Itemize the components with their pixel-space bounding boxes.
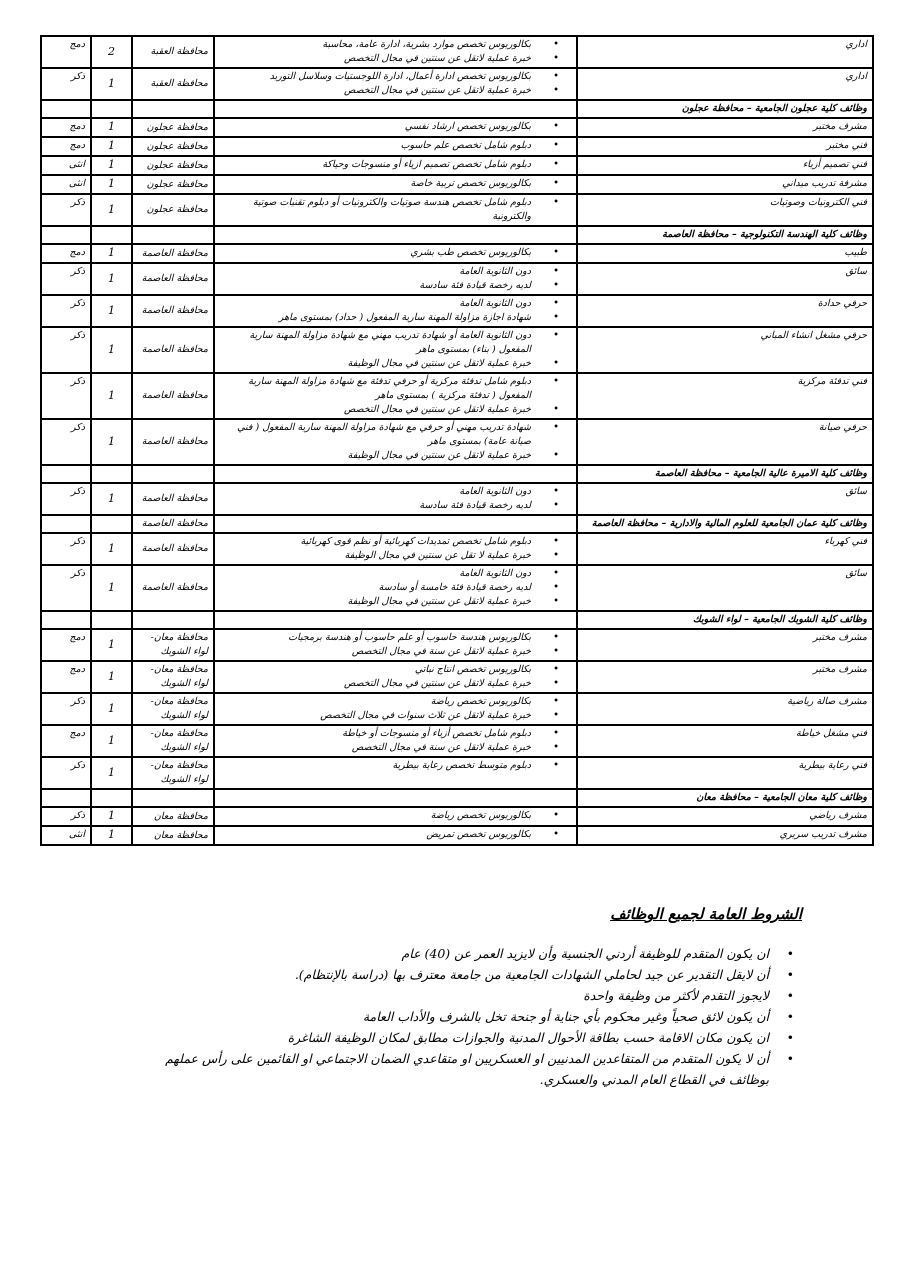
qualifications-list bbox=[220, 567, 571, 609]
general-conditions-heading: الشروط العامة لجميع الوظائف bbox=[610, 905, 802, 923]
section-title: وظائف كلية عجلون الجامعية – محافظة عجلون bbox=[577, 100, 873, 118]
gender-cell: ذكر bbox=[41, 373, 91, 419]
qualifications-list bbox=[220, 421, 571, 463]
qualifications-cell bbox=[214, 419, 577, 465]
count-cell bbox=[91, 100, 132, 118]
qualifications-cell bbox=[214, 725, 577, 757]
qualification-item: • بكالوريوس تخصص تمريض bbox=[220, 828, 571, 842]
vacancy-count: 1 bbox=[108, 271, 115, 285]
qualifications-cell bbox=[214, 68, 577, 100]
count-cell bbox=[91, 68, 132, 100]
gender-cell: ذكر bbox=[41, 807, 91, 826]
job-row bbox=[41, 757, 873, 789]
job-title: مشرف مختبر bbox=[577, 629, 873, 661]
location-cell: محافظة عجلون bbox=[132, 118, 214, 137]
condition-item: • لايجوز التقدم لأكثر من وظيفة واحدة bbox=[140, 985, 802, 1006]
qualifications-cell bbox=[214, 118, 577, 137]
qualifications-cell bbox=[214, 693, 577, 725]
qualification-item: • دون الثانوية العامة bbox=[220, 297, 571, 311]
vacancy-count: 1 bbox=[108, 177, 115, 190]
gender-cell bbox=[41, 611, 91, 629]
qualification-item: • لديه رخصة قيادة فئة سادسة bbox=[220, 279, 571, 293]
qualifications-cell bbox=[214, 100, 577, 118]
job-title: سائق bbox=[577, 565, 873, 611]
section-header-row bbox=[41, 465, 873, 483]
count-cell bbox=[91, 156, 132, 175]
qualification-item: • لديه رخصة قيادة فئة خامسة أو سادسة bbox=[220, 581, 571, 595]
gender-cell: دمج bbox=[41, 118, 91, 137]
section-header-row bbox=[41, 226, 873, 244]
vacancy-count: 1 bbox=[108, 809, 115, 822]
section-header-row bbox=[41, 100, 873, 118]
vacancy-count: 1 bbox=[108, 765, 115, 779]
qualifications-cell bbox=[214, 194, 577, 226]
qualifications-cell bbox=[214, 327, 577, 373]
vacancy-count: 1 bbox=[108, 202, 115, 216]
qualification-item: • خبرة عملية لاتقل عن ثلاث سنوات في مجال التخصص bbox=[220, 709, 571, 723]
qualifications-cell bbox=[214, 263, 577, 295]
qualification-item: • خبرة عملية لاتقل عن سنتين في مجال التخصص bbox=[220, 52, 571, 66]
job-title: سائق bbox=[577, 263, 873, 295]
qualification-item: • بكالوريوس تخصص رياضة bbox=[220, 809, 571, 823]
section-title: وظائف كلية الهندسة التكنولوجية – محافظة العاصمة bbox=[577, 226, 873, 244]
qualification-item: • لديه رخصة قيادة فئة سادسة bbox=[220, 499, 571, 513]
location-cell: محافظة العاصمة bbox=[132, 533, 214, 565]
count-cell bbox=[91, 465, 132, 483]
qualification-item: • بكالوريوس تخصص ارشاد نفسي bbox=[220, 120, 571, 134]
count-cell bbox=[91, 611, 132, 629]
job-title: مشرف تدريب سريري bbox=[577, 826, 873, 845]
jobs-table bbox=[40, 35, 874, 846]
job-row bbox=[41, 263, 873, 295]
job-row bbox=[41, 725, 873, 757]
qualification-item: • خبرة عملية لا تقل عن سنتين في مجال الوظيفة bbox=[220, 549, 571, 563]
gender-cell: انثى bbox=[41, 175, 91, 194]
qualifications-cell bbox=[214, 226, 577, 244]
location-cell: محافظة معان- لواء الشوبك bbox=[132, 629, 214, 661]
qualifications-list bbox=[220, 38, 571, 66]
location-cell: محافظة العاصمة bbox=[132, 419, 214, 465]
qualifications-cell bbox=[214, 533, 577, 565]
gender-cell: دمج bbox=[41, 244, 91, 263]
count-cell bbox=[91, 244, 132, 263]
count-cell bbox=[91, 194, 132, 226]
qualification-item: • بكالوريوس تخصص طب بشري bbox=[220, 246, 571, 260]
qualification-item: • شهادة تدريب مهني أو حرفي مع شهادة مزاولة المهنة سارية المفعول ( فني صيانة عامة) بمستوى ماهر bbox=[220, 421, 571, 449]
qualifications-list bbox=[220, 246, 571, 260]
location-cell: محافظة معان- لواء الشوبك bbox=[132, 661, 214, 693]
qualifications-cell bbox=[214, 137, 577, 156]
location-cell: محافظة معان- لواء الشوبك bbox=[132, 693, 214, 725]
qualification-item: • دبلوم شامل تخصص تمديدات كهربائية أو نظم قوى كهربائية bbox=[220, 535, 571, 549]
location-cell: محافظة معان bbox=[132, 826, 214, 845]
location-cell: محافظة عجلون bbox=[132, 175, 214, 194]
section-title: وظائف كلية معان الجامعية – محافظة معان bbox=[577, 789, 873, 807]
count-cell bbox=[91, 36, 132, 68]
job-row bbox=[41, 661, 873, 693]
vacancy-count: 1 bbox=[108, 342, 115, 356]
job-row bbox=[41, 419, 873, 465]
jobs-table-body bbox=[41, 36, 873, 845]
job-title: مشرفة تدريب ميداني bbox=[577, 175, 873, 194]
count-cell bbox=[91, 175, 132, 194]
gender-cell: ذكر bbox=[41, 533, 91, 565]
location-cell: محافظة العاصمة bbox=[132, 327, 214, 373]
location-cell bbox=[132, 611, 214, 629]
qualification-item: • دون الثانوية العامة bbox=[220, 567, 571, 581]
count-cell bbox=[91, 226, 132, 244]
job-title: طبيب bbox=[577, 244, 873, 263]
qualifications-list bbox=[220, 139, 571, 153]
count-cell bbox=[91, 263, 132, 295]
job-title: فني تدفئة مركزية bbox=[577, 373, 873, 419]
vacancy-count: 1 bbox=[108, 246, 115, 259]
condition-item: • أن لا يكون المتقدم من المتقاعدين المدنيين او العسكريين او متقاعدي الضمان الاجتماعي او القائمين على رأس عملهم بوظائف في القطاع العام المدني والعسكري. bbox=[140, 1048, 802, 1090]
gender-cell: ذكر bbox=[41, 483, 91, 515]
gender-cell: ذكر bbox=[41, 295, 91, 327]
vacancy-count: 1 bbox=[108, 580, 115, 594]
count-cell bbox=[91, 118, 132, 137]
job-title: فني رعاية بيطرية bbox=[577, 757, 873, 789]
gender-cell: ذكر bbox=[41, 263, 91, 295]
gender-cell: ذكر bbox=[41, 693, 91, 725]
qualifications-cell bbox=[214, 629, 577, 661]
job-title: حرفي مشغل انشاء المباني bbox=[577, 327, 873, 373]
location-cell: محافظة عجلون bbox=[132, 137, 214, 156]
count-cell bbox=[91, 629, 132, 661]
job-title: حرفي حدادة bbox=[577, 295, 873, 327]
qualifications-cell bbox=[214, 244, 577, 263]
qualification-item: • شهادة اجازة مزاولة المهنة سارية المفعول ( حداد) بمستوى ماهر bbox=[220, 311, 571, 325]
condition-item: • ان يكون مكان الاقامة حسب بطاقة الأحوال المدنية والجوازات مطابق لمكان الوظيفة الشاغرة bbox=[140, 1027, 802, 1048]
qualification-item: • بكالوريوس تخصص رياضة bbox=[220, 695, 571, 709]
job-row bbox=[41, 118, 873, 137]
location-cell: محافظة العاصمة bbox=[132, 295, 214, 327]
qualifications-cell bbox=[214, 295, 577, 327]
vacancy-count: 1 bbox=[108, 637, 115, 651]
qualifications-list bbox=[220, 120, 571, 134]
gender-cell: دمج bbox=[41, 725, 91, 757]
condition-item: • ان يكون المتقدم للوظيفة أردني الجنسية وأن لايزيد العمر عن (40) عام bbox=[140, 943, 802, 964]
vacancy-count: 1 bbox=[108, 120, 115, 133]
job-title: مشرف مختبر bbox=[577, 661, 873, 693]
location-cell bbox=[132, 226, 214, 244]
qualifications-list bbox=[220, 809, 571, 823]
location-cell bbox=[132, 465, 214, 483]
job-row bbox=[41, 295, 873, 327]
vacancy-count: 1 bbox=[108, 491, 115, 505]
qualifications-list bbox=[220, 535, 571, 563]
qualifications-list bbox=[220, 631, 571, 659]
qualifications-list bbox=[220, 329, 571, 371]
location-cell bbox=[132, 100, 214, 118]
job-row bbox=[41, 194, 873, 226]
gender-cell: دمج bbox=[41, 629, 91, 661]
job-title: فني الكترونيات وصوتيات bbox=[577, 194, 873, 226]
job-row bbox=[41, 244, 873, 263]
gender-cell: ذكر bbox=[41, 68, 91, 100]
qualifications-list bbox=[220, 759, 571, 773]
section-title: وظائف كلية عمان الجامعية للعلوم المالية والادارية – محافظة العاصمة bbox=[577, 515, 873, 533]
count-cell bbox=[91, 533, 132, 565]
gender-cell bbox=[41, 100, 91, 118]
qualification-item: • خبرة عملية لاتقل عن سنتين في مجال الوظيفة bbox=[220, 449, 571, 463]
vacancy-count: 1 bbox=[108, 303, 115, 317]
section-header-row bbox=[41, 789, 873, 807]
location-cell: محافظة العقبة bbox=[132, 36, 214, 68]
qualifications-cell bbox=[214, 36, 577, 68]
count-cell bbox=[91, 693, 132, 725]
gender-cell: ذكر bbox=[41, 327, 91, 373]
gender-cell bbox=[41, 789, 91, 807]
qualifications-cell bbox=[214, 515, 577, 533]
job-title: فني تصميم أزياء bbox=[577, 156, 873, 175]
qualifications-list bbox=[220, 727, 571, 755]
qualifications-cell bbox=[214, 757, 577, 789]
gender-cell: دمج bbox=[41, 661, 91, 693]
gender-cell: دمج bbox=[41, 36, 91, 68]
qualifications-list bbox=[220, 297, 571, 325]
job-title: فني كهرباء bbox=[577, 533, 873, 565]
gender-cell: ذكر bbox=[41, 565, 91, 611]
section-title: وظائف كلية الاميرة عالية الجامعية – محافظة العاصمة bbox=[577, 465, 873, 483]
gender-cell: ذكر bbox=[41, 194, 91, 226]
job-row bbox=[41, 327, 873, 373]
vacancy-count: 1 bbox=[108, 701, 115, 715]
location-cell: محافظة العاصمة bbox=[132, 244, 214, 263]
qualification-item: • خبرة عملية لاتقل عن سنتين في مجال الوظيفة bbox=[220, 357, 571, 371]
location-cell: محافظة العاصمة bbox=[132, 565, 214, 611]
qualifications-cell bbox=[214, 789, 577, 807]
job-row bbox=[41, 36, 873, 68]
gender-cell bbox=[41, 515, 91, 533]
job-row bbox=[41, 533, 873, 565]
qualification-item: • بكالوريوس تخصص انتاج نباتي bbox=[220, 663, 571, 677]
count-cell bbox=[91, 807, 132, 826]
condition-item: • أن يكون لائق صحياً وغير محكوم بأي جناية أو جنحة تخل بالشرف والأداب العامة bbox=[140, 1006, 802, 1027]
vacancy-count: 1 bbox=[108, 388, 115, 402]
job-title: سائق bbox=[577, 483, 873, 515]
location-cell: محافظة معان bbox=[132, 807, 214, 826]
count-cell bbox=[91, 373, 132, 419]
qualifications-cell bbox=[214, 156, 577, 175]
location-cell: محافظة العاصمة bbox=[132, 515, 214, 533]
job-row bbox=[41, 68, 873, 100]
qualification-item: • دون الثانوية العامة bbox=[220, 265, 571, 279]
qualifications-list bbox=[220, 196, 571, 224]
vacancy-count: 1 bbox=[108, 828, 115, 841]
qualifications-cell bbox=[214, 826, 577, 845]
qualification-item: • دون الثانوية العامة أو شهادة تدريب مهني مع شهادة مزاولة المهنة سارية المفعول ( بناء) بمستوى ماهر bbox=[220, 329, 571, 357]
count-cell bbox=[91, 515, 132, 533]
qualification-item: • دبلوم شامل تخصص تصميم ازياء أو منسوجات وحياكة bbox=[220, 158, 571, 172]
qualifications-list bbox=[220, 375, 571, 417]
qualification-item: • دبلوم شامل تدفئة مركزية أو حرفي تدفئة مع شهادة مزاولة المهنة سارية المفعول ( تدفئة مركزية ) بمستوى ماهر bbox=[220, 375, 571, 403]
job-row bbox=[41, 156, 873, 175]
vacancy-count: 1 bbox=[108, 139, 115, 152]
count-cell bbox=[91, 419, 132, 465]
qualifications-list bbox=[220, 828, 571, 842]
job-title: مشرف مختبر bbox=[577, 118, 873, 137]
gender-cell: دمج bbox=[41, 137, 91, 156]
vacancy-count: 1 bbox=[108, 669, 115, 683]
count-cell bbox=[91, 826, 132, 845]
section-header-row bbox=[41, 611, 873, 629]
qualifications-cell bbox=[214, 661, 577, 693]
job-row bbox=[41, 693, 873, 725]
qualification-item: • بكالوريوس هندسة حاسوب أو علم حاسوب أو هندسة برمجيات bbox=[220, 631, 571, 645]
count-cell bbox=[91, 327, 132, 373]
qualifications-cell bbox=[214, 807, 577, 826]
qualification-item: • خبرة عملية لاتقل عن سنة في مجال التخصص bbox=[220, 645, 571, 659]
job-title: فني مختبر bbox=[577, 137, 873, 156]
qualifications-cell bbox=[214, 483, 577, 515]
location-cell: محافظة العاصمة bbox=[132, 263, 214, 295]
gender-cell: انثى bbox=[41, 156, 91, 175]
location-cell: محافظة معان- لواء الشوبك bbox=[132, 757, 214, 789]
location-cell bbox=[132, 789, 214, 807]
qualification-item: • بكالوريوس تخصص تربية خاصة bbox=[220, 177, 571, 191]
qualification-item: • خبرة عملية لاتقل عن سنتين في مجال التخصص bbox=[220, 677, 571, 691]
location-cell: محافظة معان- لواء الشوبك bbox=[132, 725, 214, 757]
qualification-item: • دون الثانوية العامة bbox=[220, 485, 571, 499]
gender-cell: ذكر bbox=[41, 419, 91, 465]
section-title: وظائف كلية الشوبك الجامعية – لواء الشوبك bbox=[577, 611, 873, 629]
vacancy-count: 1 bbox=[108, 76, 115, 90]
location-cell: محافظة العقبة bbox=[132, 68, 214, 100]
job-row bbox=[41, 137, 873, 156]
count-cell bbox=[91, 137, 132, 156]
count-cell bbox=[91, 565, 132, 611]
location-cell: محافظة عجلون bbox=[132, 156, 214, 175]
gender-cell bbox=[41, 226, 91, 244]
location-cell: محافظة العاصمة bbox=[132, 483, 214, 515]
count-cell bbox=[91, 789, 132, 807]
qualifications-list bbox=[220, 158, 571, 172]
count-cell bbox=[91, 661, 132, 693]
qualification-item: • بكالوريوس تخصص موارد بشرية، ادارة عامة، محاسبة bbox=[220, 38, 571, 52]
job-row bbox=[41, 629, 873, 661]
job-title: فني مشغل خياطة bbox=[577, 725, 873, 757]
qualifications-cell bbox=[214, 175, 577, 194]
count-cell bbox=[91, 483, 132, 515]
qualification-item: • دبلوم متوسط تخصص رعاية بيطرية bbox=[220, 759, 571, 773]
qualifications-cell bbox=[214, 465, 577, 483]
location-cell: محافظة العاصمة bbox=[132, 373, 214, 419]
vacancy-count: 1 bbox=[108, 733, 115, 747]
qualification-item: • خبرة عملية لاتقل عن سنتين في مجال التخصص bbox=[220, 403, 571, 417]
qualifications-cell bbox=[214, 565, 577, 611]
qualification-item: • خبرة عملية لاتقل عن سنتين في مجال الوظيفة bbox=[220, 595, 571, 609]
qualification-item: • خبرة عملية لاتقل عن سنتين في مجال التخصص bbox=[220, 84, 571, 98]
qualifications-list bbox=[220, 177, 571, 191]
qualification-item: • بكالوريوس تخصص ادارة أعمال، ادارة اللوجستيات وسلاسل التوريد bbox=[220, 70, 571, 84]
section-header-row bbox=[41, 515, 873, 533]
qualifications-cell bbox=[214, 611, 577, 629]
vacancy-count: 1 bbox=[108, 434, 115, 448]
job-row bbox=[41, 483, 873, 515]
location-cell: محافظة عجلون bbox=[132, 194, 214, 226]
gender-cell: انثى bbox=[41, 826, 91, 845]
condition-item: • أن لايقل التقدير عن جيد لحاملي الشهادات الجامعية من جامعة معترف بها (دراسة بالإنتظام). bbox=[140, 964, 802, 985]
general-conditions bbox=[140, 905, 802, 1090]
job-title: حرفي صيانة bbox=[577, 419, 873, 465]
job-title: مشرف صالة رياضية bbox=[577, 693, 873, 725]
qualifications-list bbox=[220, 70, 571, 98]
gender-cell: ذكر bbox=[41, 757, 91, 789]
job-row bbox=[41, 807, 873, 826]
job-title: مشرف رياضي bbox=[577, 807, 873, 826]
vacancy-count: 1 bbox=[108, 541, 115, 555]
general-conditions-list bbox=[140, 943, 802, 1090]
qualifications-cell bbox=[214, 373, 577, 419]
count-cell bbox=[91, 295, 132, 327]
job-row bbox=[41, 175, 873, 194]
qualifications-list bbox=[220, 265, 571, 293]
job-row bbox=[41, 826, 873, 845]
gender-cell bbox=[41, 465, 91, 483]
qualification-item: • دبلوم شامل تخصص هندسة صوتيات والكترونيات أو دبلوم تقنيات صوتية والكترونية bbox=[220, 196, 571, 224]
job-row bbox=[41, 565, 873, 611]
job-row bbox=[41, 373, 873, 419]
vacancy-count: 2 bbox=[108, 44, 115, 58]
count-cell bbox=[91, 757, 132, 789]
qualification-item: • دبلوم شامل تخصص علم حاسوب bbox=[220, 139, 571, 153]
qualifications-list bbox=[220, 695, 571, 723]
qualifications-list bbox=[220, 663, 571, 691]
qualifications-list bbox=[220, 485, 571, 513]
count-cell bbox=[91, 725, 132, 757]
jobs-table-container bbox=[40, 35, 874, 846]
vacancy-count: 1 bbox=[108, 158, 115, 171]
job-title: اداري bbox=[577, 36, 873, 68]
qualification-item: • دبلوم شامل تخصص أزياء أو منسوجات أو خياطة bbox=[220, 727, 571, 741]
job-title: اداري bbox=[577, 68, 873, 100]
qualification-item: • خبرة عملية لاتقل عن سنة في مجال التخصص bbox=[220, 741, 571, 755]
